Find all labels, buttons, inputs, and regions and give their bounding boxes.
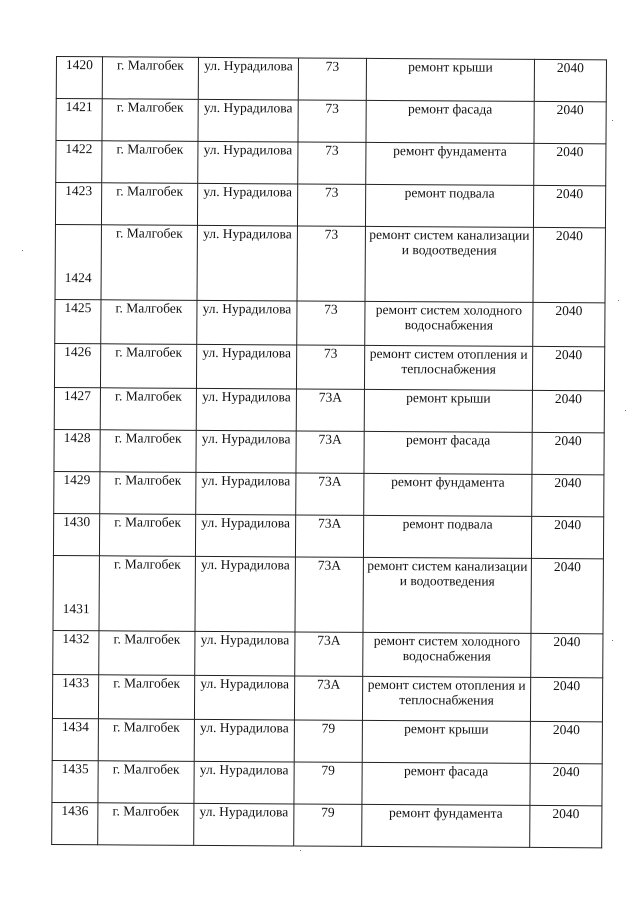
work-type-cell: ремонт подвала	[365, 184, 533, 227]
street-cell: ул. Нурадилова	[196, 430, 296, 473]
row-number: 1427	[54, 387, 100, 429]
row-number: 1425	[55, 299, 101, 343]
city-cell: г. Малгобек	[100, 472, 196, 515]
work-type-cell: ремонт систем отопления и теплоснабжения	[362, 676, 530, 721]
year-cell: 2040	[531, 516, 603, 558]
row-number: 1431	[53, 555, 99, 630]
year-cell: 2040	[534, 101, 606, 143]
year-cell: 2040	[531, 558, 603, 633]
year-cell: 2040	[532, 432, 604, 474]
street-cell: ул. Нурадилова	[198, 141, 298, 184]
table-row	[54, 343, 604, 390]
work-type-cell: ремонт крыши	[366, 58, 534, 101]
year-cell: 2040	[533, 185, 605, 227]
street-cell: ул. Нурадилова	[195, 514, 295, 557]
house-cell: 79	[294, 804, 362, 846]
work-type-cell: ремонт систем отопления и теплоснабжения	[364, 345, 532, 390]
house-cell: 73	[298, 58, 366, 100]
row-number: 1426	[54, 343, 100, 387]
work-type-cell: ремонт фасада	[362, 762, 530, 805]
year-cell: 2040	[532, 390, 604, 432]
table-row	[52, 674, 602, 721]
house-cell: 73А	[296, 431, 364, 473]
row-number: 1422	[56, 141, 102, 183]
city-cell: г. Малгобек	[98, 761, 194, 804]
work-type-cell: ремонт фундамента	[364, 473, 532, 516]
table-row	[56, 57, 606, 102]
city-cell: г. Малгобек	[99, 631, 195, 676]
year-cell: 2040	[534, 59, 606, 101]
street-cell: ул. Нурадилова	[196, 472, 296, 515]
street-cell: ул. Нурадилова	[197, 183, 297, 226]
row-number: 1430	[53, 513, 99, 555]
house-cell: 73	[296, 345, 364, 389]
table-row	[54, 387, 604, 432]
city-cell: г. Малгобек	[101, 225, 197, 301]
house-cell: 73	[297, 184, 365, 226]
table-row	[55, 224, 605, 302]
house-cell: 73А	[295, 557, 363, 632]
scan-speck	[300, 850, 301, 851]
work-type-cell: ремонт крыши	[362, 720, 530, 763]
street-cell: ул. Нурадилова	[197, 300, 297, 345]
row-number: 1436	[52, 802, 98, 844]
work-type-cell: ремонт подвала	[363, 515, 531, 558]
work-type-cell: ремонт систем холодного водоснабжения	[363, 632, 531, 677]
city-cell: г. Малгобек	[98, 675, 194, 720]
table-row	[53, 630, 603, 677]
year-cell: 2040	[531, 633, 603, 677]
table-row	[54, 471, 604, 516]
city-cell: г. Малгобек	[100, 388, 196, 431]
street-cell: ул. Нурадилова	[194, 803, 294, 846]
city-cell: г. Малгобек	[101, 300, 197, 345]
house-cell: 73А	[294, 676, 362, 720]
table-body	[52, 57, 607, 848]
year-cell: 2040	[532, 474, 604, 516]
work-type-cell: ремонт систем канализации и водоотведения	[363, 557, 531, 633]
row-number: 1434	[52, 718, 98, 760]
city-cell: г. Малгобек	[100, 344, 196, 389]
house-cell: 73А	[295, 515, 363, 557]
year-cell: 2040	[530, 677, 602, 721]
street-cell: ул. Нурадилова	[196, 344, 296, 389]
work-type-cell: ремонт крыши	[364, 389, 532, 432]
street-cell: ул. Нурадилова	[197, 225, 297, 301]
row-number: 1421	[56, 99, 102, 141]
house-cell: 73	[297, 301, 365, 345]
street-cell: ул. Нурадилова	[194, 761, 294, 804]
table-row	[52, 718, 602, 763]
city-cell: г. Малгобек	[102, 141, 198, 184]
work-type-cell: ремонт фундамента	[366, 142, 534, 185]
table-row	[53, 513, 603, 558]
city-cell: г. Малгобек	[100, 430, 196, 473]
row-number: 1428	[54, 429, 100, 471]
year-cell: 2040	[533, 302, 605, 346]
row-number: 1432	[53, 630, 99, 674]
table-row	[52, 802, 602, 847]
city-cell: г. Малгобек	[98, 719, 194, 762]
house-cell: 73	[298, 142, 366, 184]
table-row	[52, 760, 602, 805]
street-cell: ул. Нурадилова	[195, 556, 295, 632]
table-row	[53, 555, 603, 633]
table-row	[55, 183, 605, 228]
house-cell: 73А	[296, 389, 364, 431]
scan-speck	[618, 300, 619, 301]
street-cell: ул. Нурадилова	[198, 57, 298, 100]
house-cell: 73А	[296, 473, 364, 515]
table-row	[56, 99, 606, 144]
year-cell: 2040	[530, 763, 602, 805]
table-row	[55, 299, 605, 346]
row-number: 1429	[54, 471, 100, 513]
work-type-cell: ремонт фасада	[364, 431, 532, 474]
street-cell: ул. Нурадилова	[196, 388, 296, 431]
scan-speck	[612, 120, 613, 121]
house-cell: 73	[298, 100, 366, 142]
table-row	[56, 141, 606, 186]
year-cell: 2040	[533, 227, 605, 302]
city-cell: г. Малгобек	[102, 99, 198, 142]
year-cell: 2040	[532, 346, 604, 390]
year-cell: 2040	[530, 805, 602, 847]
scan-speck	[625, 410, 626, 411]
city-cell: г. Малгобек	[98, 803, 194, 846]
house-cell: 73А	[295, 632, 363, 676]
row-number: 1420	[56, 57, 102, 99]
city-cell: г. Малгобек	[99, 556, 195, 632]
scan-speck	[612, 640, 613, 641]
street-cell: ул. Нурадилова	[194, 675, 294, 720]
table-row	[54, 429, 604, 474]
scan-speck	[22, 250, 23, 251]
row-number: 1424	[55, 224, 101, 299]
row-number: 1423	[55, 183, 101, 225]
row-number: 1433	[52, 674, 98, 718]
work-type-cell: ремонт фундамента	[362, 804, 530, 847]
year-cell: 2040	[530, 721, 602, 763]
house-cell: 79	[294, 720, 362, 762]
city-cell: г. Малгобек	[99, 514, 195, 557]
house-cell: 79	[294, 762, 362, 804]
work-type-cell: ремонт систем холодного водоснабжения	[365, 301, 533, 346]
street-cell: ул. Нурадилова	[198, 99, 298, 142]
repair-schedule-table	[51, 56, 607, 848]
year-cell: 2040	[534, 143, 606, 185]
work-type-cell: ремонт фасада	[366, 100, 534, 143]
city-cell: г. Малгобек	[101, 183, 197, 226]
work-type-cell: ремонт систем канализации и водоотведения	[365, 226, 533, 302]
street-cell: ул. Нурадилова	[195, 631, 295, 676]
city-cell: г. Малгобек	[102, 57, 198, 100]
row-number: 1435	[52, 760, 98, 802]
street-cell: ул. Нурадилова	[194, 719, 294, 762]
house-cell: 73	[297, 226, 365, 301]
